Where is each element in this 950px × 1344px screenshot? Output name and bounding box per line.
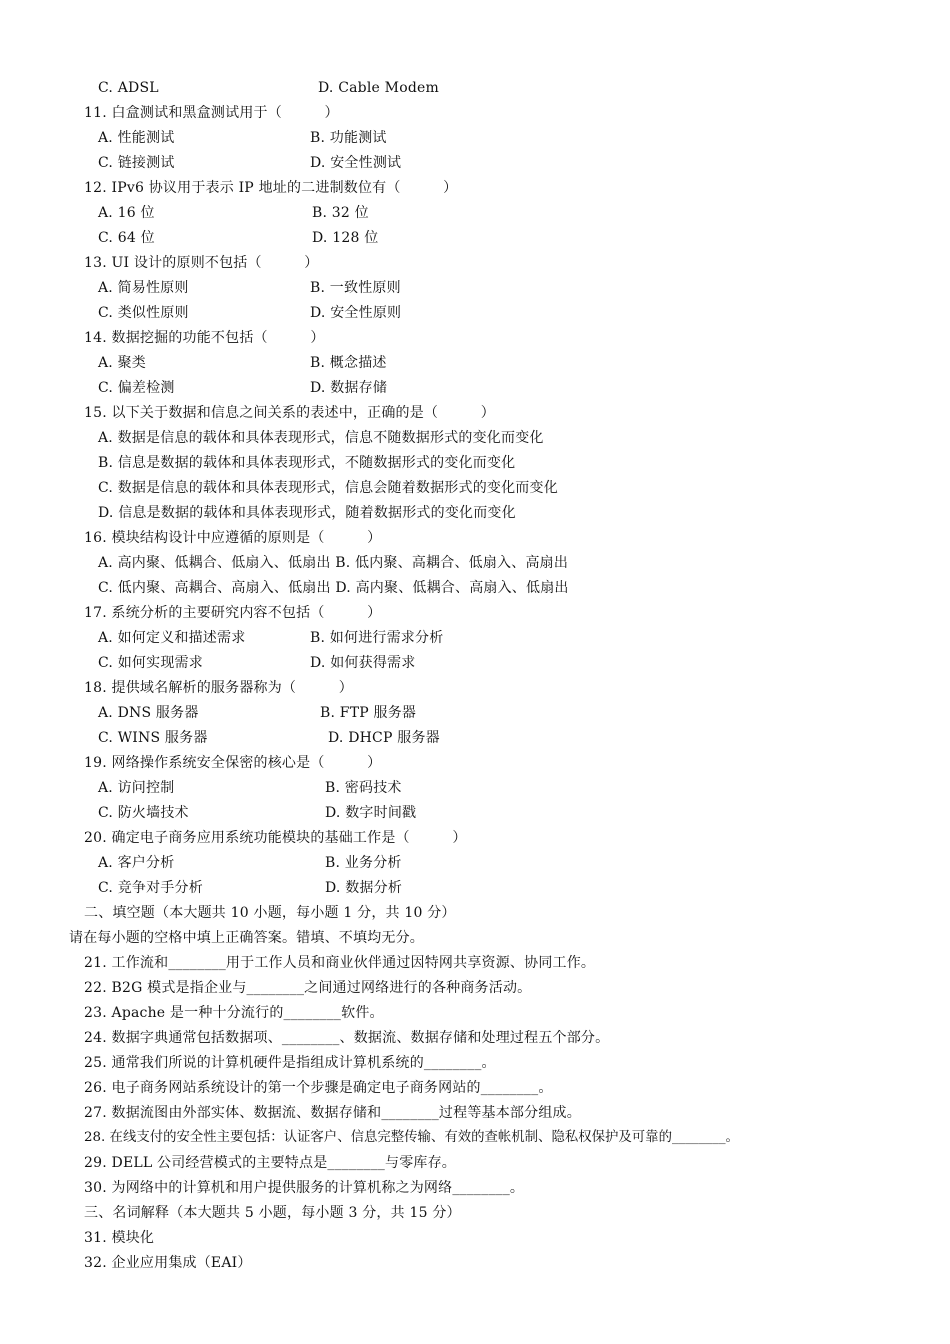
option-c: C. 防火墙技术 — [98, 805, 189, 821]
question-32: 32. 企业应用集成（EAI） — [84, 1255, 252, 1271]
option-a: A. 简易性原则 — [98, 280, 189, 296]
question-25: 25. 通常我们所说的计算机硬件是指组成计算机系统的________。 — [84, 1055, 496, 1071]
question-29: 29. DELL 公司经营模式的主要特点是________与零库存。 — [84, 1155, 457, 1171]
question-13: 13. UI 设计的原则不包括（ ） — [84, 255, 319, 271]
option-d: D. DHCP 服务器 — [328, 730, 440, 746]
option-b: B. 信息是数据的载体和具体表现形式，不随数据形式的变化而变化 — [98, 455, 516, 471]
option-d: D. 安全性原则 — [310, 305, 402, 321]
question-30: 30. 为网络中的计算机和用户提供服务的计算机称之为网络________。 — [84, 1180, 525, 1196]
question-21: 21. 工作流和________用于工作人员和商业伙伴通过因特网共享资源、协同工作。 — [84, 955, 596, 971]
option-d: D. 信息是数据的载体和具体表现形式，随着数据形式的变化而变化 — [98, 505, 516, 521]
option-a: A. 性能测试 — [98, 130, 175, 146]
option-d: D. Cable Modem — [318, 80, 439, 96]
option-b: B. 如何进行需求分析 — [310, 630, 444, 646]
option-c: C. 链接测试 — [98, 155, 175, 171]
question-19: 19. 网络操作系统安全保密的核心是（ ） — [84, 755, 382, 771]
option-d: D. 安全性测试 — [310, 155, 402, 171]
question-23: 23. Apache 是一种十分流行的________软件。 — [84, 1005, 384, 1021]
question-16: 16. 模块结构设计中应遵循的原则是（ ） — [84, 530, 382, 546]
question-14: 14. 数据挖掘的功能不包括（ ） — [84, 330, 325, 346]
question-28: 28. 在线支付的安全性主要包括：认证客户、信息完整传输、有效的查帐机制、隐私权保护及可靠的________。 — [84, 1130, 739, 1145]
option-b: B. 功能测试 — [310, 130, 387, 146]
section-instructions: 请在每小题的空格中填上正确答案。错填、不填均无分。 — [69, 930, 424, 946]
question-27: 27. 数据流图由外部实体、数据流、数据存储和________过程等基本部分组成。 — [84, 1105, 581, 1121]
option-b: B. 密码技术 — [325, 780, 402, 796]
option-c: C. WINS 服务器 — [98, 730, 208, 746]
question-18: 18. 提供域名解析的服务器称为（ ） — [84, 680, 353, 696]
section-heading-terms: 三、名词解释（本大题共 5 小题，每小题 3 分，共 15 分） — [84, 1205, 461, 1221]
question-26: 26. 电子商务网站系统设计的第一个步骤是确定电子商务网站的________。 — [84, 1080, 553, 1096]
option-c: C. 数据是信息的载体和具体表现形式，信息会随着数据形式的变化而变化 — [98, 480, 558, 496]
option-d: D. 如何获得需求 — [310, 655, 416, 671]
option-b: B. 32 位 — [312, 205, 369, 221]
option-b: B. FTP 服务器 — [320, 705, 417, 721]
section-heading-fill-in: 二、填空题（本大题共 10 小题，每小题 1 分，共 10 分） — [84, 905, 456, 921]
question-24: 24. 数据字典通常包括数据项、________、数据流、数据存储和处理过程五个部分。 — [84, 1030, 610, 1046]
options-ab: A. 高内聚、低耦合、低扇入、低扇出 B. 低内聚、高耦合、低扇入、高扇出 — [98, 555, 569, 571]
option-d: D. 数字时间戳 — [325, 805, 417, 821]
option-c: C. 类似性原则 — [98, 305, 189, 321]
question-22: 22. B2G 模式是指企业与________之间通过网络进行的各种商务活动。 — [84, 980, 532, 996]
option-d: D. 数据分析 — [325, 880, 403, 896]
option-a: A. 客户分析 — [98, 855, 175, 871]
question-11: 11. 白盒测试和黑盒测试用于（ ） — [84, 105, 339, 121]
option-c: C. ADSL — [98, 80, 159, 96]
option-a: A. 访问控制 — [98, 780, 175, 796]
question-15: 15. 以下关于数据和信息之间关系的表述中，正确的是（ ） — [84, 405, 495, 421]
option-b: B. 概念描述 — [310, 355, 387, 371]
option-c: C. 64 位 — [98, 230, 155, 246]
option-d: D. 128 位 — [312, 230, 379, 246]
option-a: A. 如何定义和描述需求 — [98, 630, 246, 646]
option-c: C. 竞争对手分析 — [98, 880, 203, 896]
option-a: A. 聚类 — [98, 355, 147, 371]
option-a: A. 数据是信息的载体和具体表现形式，信息不随数据形式的变化而变化 — [98, 430, 544, 446]
options-cd: C. 低内聚、高耦合、高扇入、低扇出 D. 高内聚、低耦合、高扇入、低扇出 — [98, 580, 569, 596]
question-12: 12. IPv6 协议用于表示 IP 地址的二进制数位有（ ） — [84, 180, 458, 196]
option-a: A. DNS 服务器 — [98, 705, 199, 721]
question-17: 17. 系统分析的主要研究内容不包括（ ） — [84, 605, 382, 621]
option-b: B. 一致性原则 — [310, 280, 401, 296]
option-c: C. 如何实现需求 — [98, 655, 203, 671]
option-b: B. 业务分析 — [325, 855, 402, 871]
option-a: A. 16 位 — [98, 205, 155, 221]
question-31: 31. 模块化 — [84, 1230, 155, 1246]
option-d: D. 数据存储 — [310, 380, 388, 396]
question-20: 20. 确定电子商务应用系统功能模块的基础工作是（ ） — [84, 830, 467, 846]
option-c: C. 偏差检测 — [98, 380, 175, 396]
